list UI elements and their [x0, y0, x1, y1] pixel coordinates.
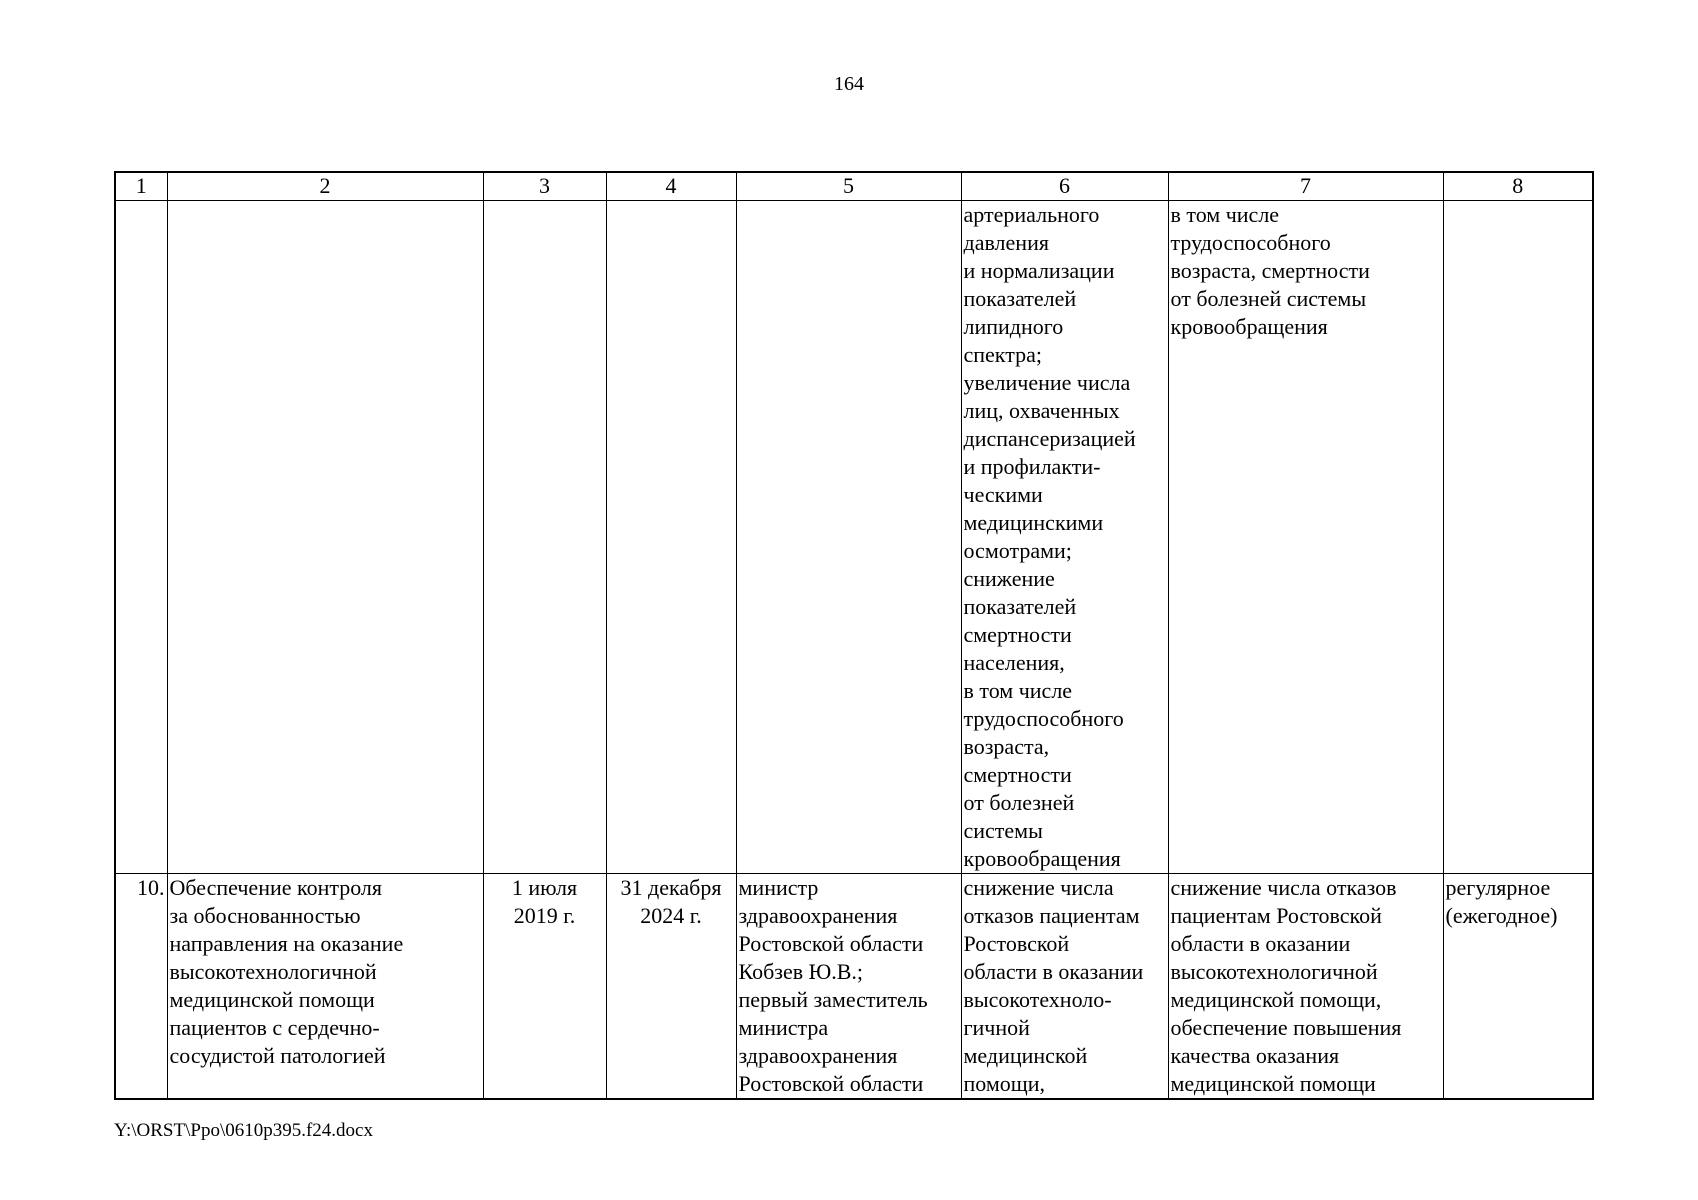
- cell-start-date: 1 июля 2019 г.: [483, 874, 606, 1100]
- header-col-7: 7: [1168, 172, 1443, 201]
- header-col-2: 2: [167, 172, 483, 201]
- table-row-continued: [115, 201, 1593, 874]
- cell-end-date: [606, 201, 736, 874]
- cell-result: артериального давления и нормализации показателей липидного спектра; увеличение числа лиц, охваченных диспансеризацией и профилакти- ческими медицинскими осмотрами; снижение показателей смертности населения, в том числе трудоспособного возраста, смертности от болезней системы кровообращения: [961, 201, 1168, 874]
- header-col-6: 6: [961, 172, 1168, 201]
- header-col-8: 8: [1443, 172, 1593, 201]
- header-row: [115, 172, 1593, 201]
- cell-number: 10.: [115, 874, 167, 1100]
- document-table: [114, 171, 1594, 1100]
- cell-start-date: [483, 201, 606, 874]
- cell-responsible: министр здравоохранения Ростовской области Кобзев Ю.В.; первый заместитель министра здравоохранения Ростовской области: [736, 874, 961, 1100]
- cell-end-date: 31 декабря 2024 г.: [606, 874, 736, 1100]
- page-number: 164: [834, 73, 864, 95]
- cell-frequency: регулярное (ежегодное): [1443, 874, 1593, 1100]
- cell-number: [115, 201, 167, 874]
- table-row-10: [115, 874, 1593, 1100]
- cell-indicator: в том числе трудоспособного возраста, смертности от болезней системы кровообращения: [1168, 201, 1443, 874]
- header-col-3: 3: [483, 172, 606, 201]
- cell-activity: [167, 201, 483, 874]
- cell-indicator: снижение числа отказов пациентам Ростовской области в оказании высокотехнологичной медицинской помощи, обеспечение повышения качества оказания медицинской помощи: [1168, 874, 1443, 1100]
- cell-responsible: [736, 201, 961, 874]
- cell-frequency: [1443, 201, 1593, 874]
- header-col-4: 4: [606, 172, 736, 201]
- cell-activity: Обеспечение контроля за обоснованностью направления на оказание высокотехнологичной медицинской помощи пациентов с сердечно- сосудистой патологией: [167, 874, 483, 1100]
- footer-file-path: Y:\ORST\Ppo\0610p395.f24.docx: [114, 1120, 373, 1141]
- cell-result: снижение числа отказов пациентам Ростовской области в оказании высокотехноло- гичной медицинской помощи,: [961, 874, 1168, 1100]
- header-col-1: 1: [115, 172, 167, 201]
- header-col-5: 5: [736, 172, 961, 201]
